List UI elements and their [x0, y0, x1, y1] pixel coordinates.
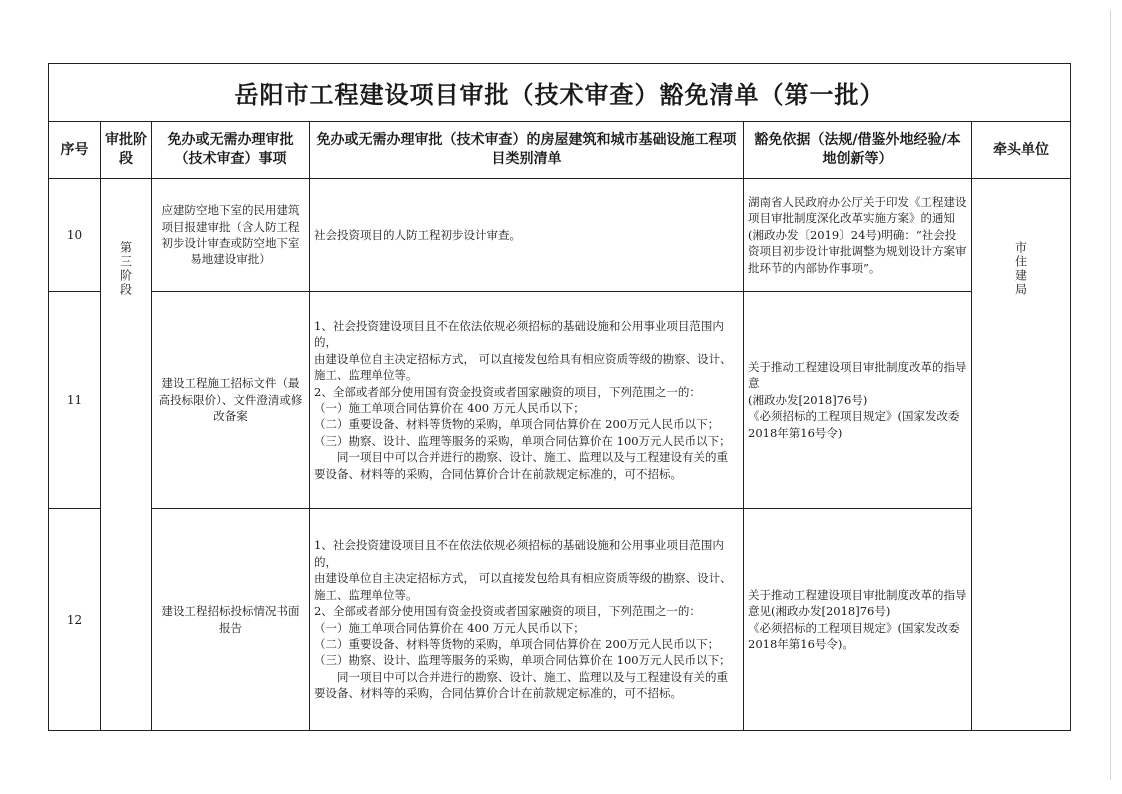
header-stage: 审批阶段 [101, 122, 152, 179]
table-row [49, 509, 1071, 731]
right-scan-edge [1110, 10, 1111, 780]
type-line: 1、社会投资建设项目且不在依法依规必须招标的基础设施和公用事业项目范围内的， [314, 538, 724, 569]
row-project-types [310, 509, 744, 731]
header-project-types: 免办或无需办理审批（技术审查）的房屋建筑和城市基础设施工程项目类别清单 [310, 122, 744, 179]
exemption-list-table [48, 63, 1071, 731]
type-line: 由建设单位自主决定招标方式， 可以直接发包给具有相应资质等级的勘察、设计、施工、监理单位等。 [314, 571, 732, 602]
stage-value: 第三阶段 [118, 241, 133, 297]
row-basis [744, 509, 972, 731]
row-seq: 11 [49, 292, 101, 509]
type-line: （二）重要设备、材料等货物的采购，单项合同估算价在 200万元人民币以下； [314, 636, 720, 651]
type-line: （三）勘察、设计、监理等服务的采购，单项合同估算价在 100万元人民币以下； [314, 653, 731, 668]
row-seq: 10 [49, 179, 101, 292]
row-exempt-item: 应建防空地下室的民用建筑项目报建审批（含人防工程初步设计审查或防空地下室易地建设审批） [152, 179, 310, 292]
row-seq: 12 [49, 509, 101, 731]
header-row [49, 122, 1071, 179]
type-line: 2、全部或者部分使用国有资金投资或者国家融资的项目，下列范围之一的： [314, 604, 701, 619]
row-basis [744, 292, 972, 509]
type-line: 2、全部或者部分使用国有资金投资或者国家融资的项目，下列范围之一的： [314, 384, 701, 399]
row-exempt-item: 建设工程招标投标情况书面报告 [152, 509, 310, 731]
row-project-types [310, 292, 744, 509]
lead-unit-value: 市住建局 [1013, 241, 1028, 297]
page-title: 岳阳市工程建设项目审批（技术审查）豁免清单（第一批） [49, 64, 1071, 122]
type-line: （一）施工单项合同估算价在 400 万元人民币以下； [314, 401, 585, 415]
type-line: （三）勘察、设计、监理等服务的采购，单项合同估算价在 100万元人民币以下； [314, 433, 731, 448]
basis-text: 关于推动工程建设项目审批制度改革的指导意 (湘政办发[2018]76号) 《必须招标的工程项目规定》(国家发改委2018年第16号令) [748, 359, 967, 440]
table-row [49, 292, 1071, 509]
type-line: 同一项目中可以合并进行的勘察、设计、施工、监理以及与工程建设有关的重要设备、材料等的采购，合同估算价合计在前款规定标准的，可不招标。 [314, 450, 728, 481]
header-basis: 豁免依据（法规/借鉴外地经验/本地创新等） [744, 122, 972, 179]
row-basis: 湖南省人民政府办公厅关于印发《工程建设项目审批制度深化改革实施方案》的通知(湘政办发〔2019〕24号)明确：“社会投资项目初步设计审批调整为规划设计方案审批环节的内部协作事项”。 [744, 179, 972, 292]
type-line: （二）重要设备、材料等货物的采购，单项合同估算价在 200万元人民币以下； [314, 417, 720, 432]
type-line: 1、社会投资建设项目且不在依法依规必须招标的基础设施和公用事业项目范围内的， [314, 318, 724, 350]
basis-text: 关于推动工程建设项目审批制度改革的指导意见(湘政办发[2018]76号) 《必须招标的工程项目规定》(国家发改委2018年第16号令)。 [748, 587, 967, 651]
type-line: 社会投资项目的人防工程初步设计审查。 [314, 227, 521, 242]
header-exempt-item: 免办或无需办理审批（技术审查）事项 [152, 122, 310, 179]
type-line: 同一项目中可以合并进行的勘察、设计、施工、监理以及与工程建设有关的重要设备、材料等的采购，合同估算价合计在前款规定标准的，可不招标。 [314, 669, 728, 701]
type-line: 由建设单位自主决定招标方式， 可以直接发包给具有相应资质等级的勘察、设计、施工、监理单位等。 [314, 351, 732, 383]
row-project-types [310, 179, 744, 292]
table-row [49, 179, 1071, 292]
type-line: （一）施工单项合同估算价在 400 万元人民币以下； [314, 620, 585, 635]
stage-cell [101, 179, 152, 731]
lead-unit-cell [972, 179, 1071, 731]
row-exempt-item: 建设工程施工招标文件（最高投标限价）、文件澄清或修改备案 [152, 292, 310, 509]
header-lead-unit: 牵头单位 [972, 122, 1071, 179]
header-seq: 序号 [49, 122, 101, 179]
